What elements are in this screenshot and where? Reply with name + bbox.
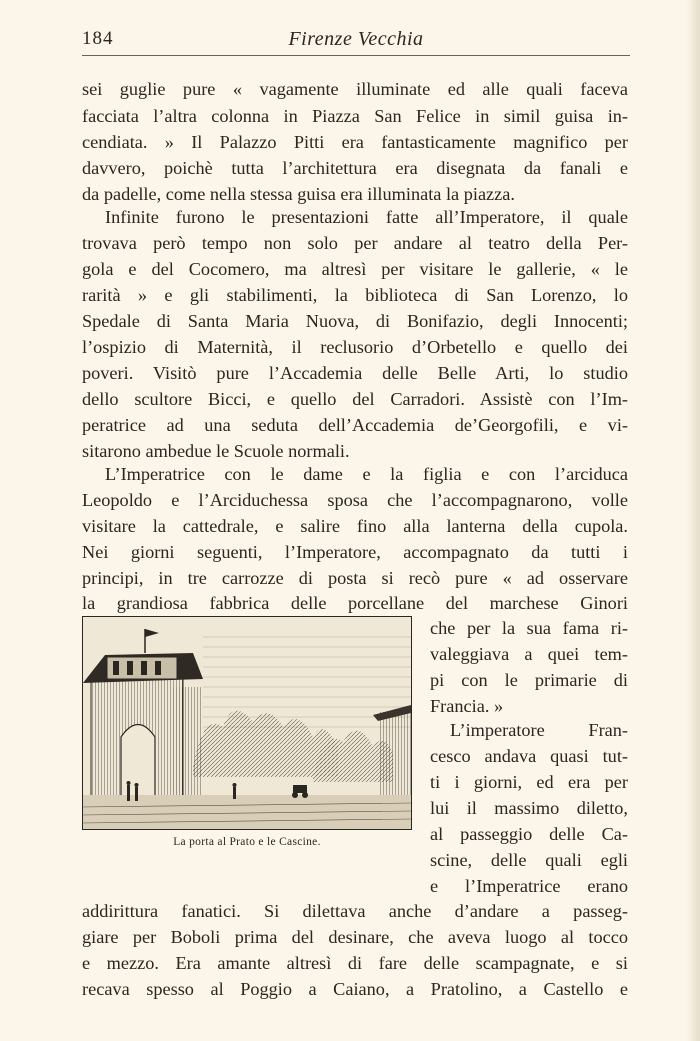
- page-number: 184: [82, 28, 114, 49]
- engraving-image: [83, 617, 411, 829]
- text-line: poveri. Visitò pure l’Accademia delle Belle Arti, lo studio: [82, 363, 628, 383]
- illustration-porta-al-prato: [82, 616, 412, 830]
- running-title: Firenze Vecchia: [288, 28, 424, 50]
- text-line: cesco andava quasi tut-: [430, 746, 628, 766]
- text-line: sei guglie pure « vagamente illuminate ed alle quali faceva: [82, 79, 628, 99]
- text-line: cendiata. » Il Palazzo Pitti era fantasticamente magnifico per: [82, 132, 628, 152]
- text-line: gola e del Cocomero, ma altresì per visitare le gallerie, « le: [82, 259, 628, 279]
- text-line: Francia. »: [430, 696, 504, 716]
- text-line: Infinite furono le presentazioni fatte all’Imperatore, il quale: [105, 207, 628, 227]
- page-header: [82, 22, 630, 56]
- text-line: al passeggio delle Ca-: [430, 824, 628, 844]
- figure-caption: La porta al Prato e le Cascine.: [173, 836, 321, 848]
- text-line: lui il massimo diletto,: [430, 798, 628, 818]
- text-line: pi con le primarie di: [430, 670, 628, 690]
- text-line: da padelle, come nella stessa guisa era illuminata la piazza.: [82, 184, 515, 204]
- text-line: trovava però tempo non solo per andare al teatro della Per-: [82, 233, 628, 253]
- text-line: L’Imperatrice con le dame e la figlia e con l’arciduca: [105, 464, 628, 484]
- text-line: Leopoldo e l’Arciduchessa sposa che l’accompagnarono, volle: [82, 490, 628, 510]
- text-line: peratrice ad una seduta dell’Accademia de’Georgofili, e vi-: [82, 415, 628, 435]
- text-line: addirittura fanatici. Si dilettava anche d’andare a passeg-: [82, 901, 628, 921]
- text-line: Nei giorni seguenti, l’Imperatore, accompagnato da tutti i: [82, 542, 628, 562]
- text-line: ti i giorni, ed era per: [430, 772, 628, 792]
- text-line: facciata l’altra colonna in Piazza San Felice in simil guisa in-: [82, 106, 628, 126]
- text-line: visitare la cattedrale, e salire fino alla lanterna della cupola.: [82, 516, 628, 536]
- text-line: principi, in tre carrozze di posta si recò pure « ad osservare: [82, 568, 628, 588]
- text-line: L’imperatore Fran-: [450, 720, 628, 740]
- text-line: sitarono ambedue le Scuole normali.: [82, 441, 350, 461]
- text-line: che per la sua fama ri-: [430, 618, 628, 638]
- text-line: dello scultore Bicci, e quello del Carradori. Assistè con l’Im-: [82, 389, 628, 409]
- text-line: rarità » e gli stabilimenti, la biblioteca di San Lorenzo, lo: [82, 285, 628, 305]
- text-line: e mezzo. Era amante altresì di fare delle scampagnate, e si: [82, 953, 628, 973]
- text-line: l’ospizio di Maternità, il reclusorio d’Orbetello e quello dei: [82, 337, 628, 357]
- text-line: valeggiava a quei tem-: [430, 644, 628, 664]
- text-line: Spedale di Santa Maria Nuova, di Bonifazio, degli Innocenti;: [82, 311, 628, 331]
- text-line: davvero, poichè tutta l’architettura era disegnata da fanali e: [82, 158, 628, 178]
- text-line: giare per Boboli prima del desinare, che aveva luogo al tocco: [82, 927, 628, 947]
- text-line: recava spesso al Poggio a Caiano, a Pratolino, a Castello e: [82, 979, 628, 999]
- text-line: scine, delle quali egli: [430, 850, 628, 870]
- page-edge-shadow: [686, 0, 700, 1041]
- text-line: la grandiosa fabbrica delle porcellane del marchese Ginori: [82, 593, 628, 613]
- header-rule: [82, 55, 630, 56]
- text-line: e l’Imperatrice erano: [430, 876, 628, 896]
